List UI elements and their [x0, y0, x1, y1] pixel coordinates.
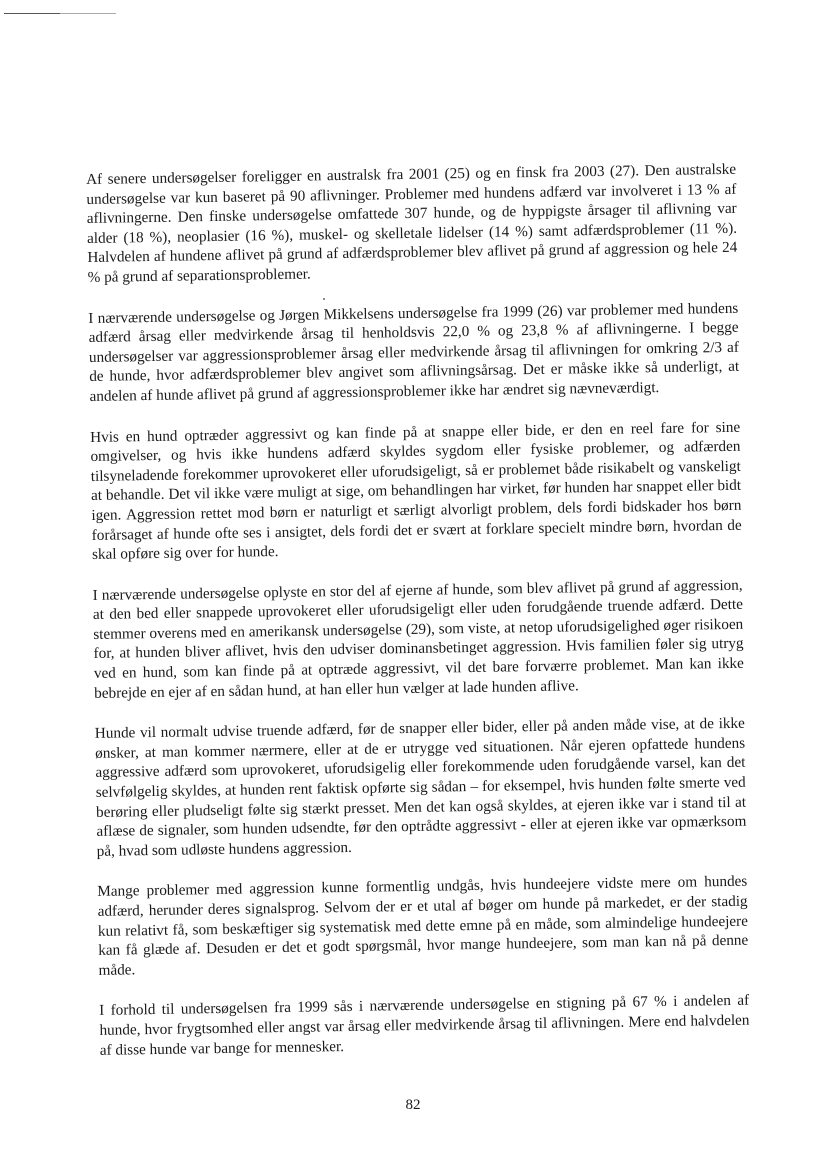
document-body: [86, 160, 750, 1081]
paragraph-4: I nærværende undersøgelse oplyste en stor del af ejerne af hunde, som blev aflivet på grund af aggression, at den bed eller snappede uprovokeret eller uforudsigeligt eller uden forudgående truende adfærd. Dette stemmer overens med en amerikansk undersøgelse (29), som viste, at netop uforudsigelighed øger risikoen for, at hunden bliver aflivet, hvis den udviser dominansbetinget aggression. Hvis familien føler sig utryg ved en hund, som kan finde på at optræde aggressivt, vil det bare forværre problemet. Man kan ikke bebrejde en ejer af en sådan hund, at han eller hun vælger at lade hunden aflive.: [92, 576, 744, 702]
paragraph-3: Hvis en hund optræder aggressivt og kan finde på at snappe eller bide, er den en reel fare for sine omgivelser, og hvis ikke hundens adfærd skyldes sygdom eller fysiske problemer, og adfærden tilsyneladende forekommer uprovokeret eller uforudsigeligt, så er problemet både risikabelt og vanskeligt at behandle. Det vil ikke være muligt at sige, om behandlingen har virket, før hunden har snappet eller bidt igen. Aggression rettet mod børn er naturligt et særligt alvorligt problem, dels fordi bidskader hos børn forårsaget af hunde ofte ses i ansigtet, dels fordi det er svært at forklare specielt mindre børn, hvordan de skal opføre sig over for hunde.: [90, 418, 742, 564]
paragraph-6: Mange problemer med aggression kunne formentlig undgås, hvis hundeejere vidste mere om hundes adfærd, herunder deres signalsprog. Selvom der er et utal af bøger om hunde på markedet, er der stadig kun relativt få, som beskæftiger sig systematisk med dette emne på en måde, som almindelige hundeejere kan få glæde af. Desuden er det et godt spørgsmål, hvor mange hundeejere, som man kan nå på denne måde.: [97, 873, 749, 979]
scan-edge-mark-faint: [60, 13, 116, 14]
paragraph-7: I forhold til undersøgelsen fra 1999 sås i nærværende undersøgelse en stigning på 67 % i andelen af hunde, hvor frygtsomhed eller angst var årsag eller medvirkende årsag til aflivningen. Mere end halvdelen af disse hunde var bange for mennesker.: [99, 992, 750, 1059]
paragraph-5: Hunde vil normalt udvise truende adfærd, før de snapper eller bider, eller på anden måde vise, at de ikke ønsker, at man kommer nærmere, eller at de er utrygge ved situationen. Når ejeren opfattede hundens aggressive adfærd som uprovokeret, uforudsigelig eller forekommende uden forudgående varsel, kan det selvfølgelig skyldes, at hunden rent faktisk opførte sig sådan – for eksempel, hvis hunden følte smerte ved berøring eller pludseligt følte sig stærkt presset. Men det kan også skyldes, at ejeren ikke var i stand til at aflæse de signaler, som hunden udsendte, før den optrådte aggressivt - eller at ejeren ikke var opmærksom på, hvad som udløste hundens aggression.: [94, 714, 747, 860]
page-number: 82: [405, 1097, 421, 1113]
paragraph-1: Af senere undersøgelser foreligger en australsk fra 2001 (25) og en finsk fra 2003 (27). Den australske undersøgelse var kun baseret på 90 aflivninger. Problemer med hundens adfærd var involveret i 13 % af aflivningerne. Den finske undersøgelse omfattede 307 hunde, og de hyppigste årsager til aflivning var alder (18 %), neoplasier (16 %), muskel- og skelletale lidelser (14 %) samt adfærdsproblemer (11 %). Halvdelen af hundene aflivet på grund af adfærdsproblemer blev aflivet på grund af aggression og hele 24 % på grund af separationsproblemer.: [86, 160, 738, 286]
paragraph-2: I nærværende undersøgelse og Jørgen Mikkelsens undersøgelse fra 1999 (26) var problemer med hundens adfærd årsag eller medvirkende årsag til henholdsvis 22,0 % og 23,8 % af aflivningerne. I begge undersøgelser var aggressionsproblemer årsag eller medvirkende årsag til aflivningen for omkring 2/3 af de hunde, hvor adfærdsproblemer blev angivet som aflivningsårsag. Det er måske ikke så underligt, at andelen af hunde aflivet på grund af aggressionsproblemer ikke har ændret sig nævneværdigt.: [88, 299, 740, 405]
